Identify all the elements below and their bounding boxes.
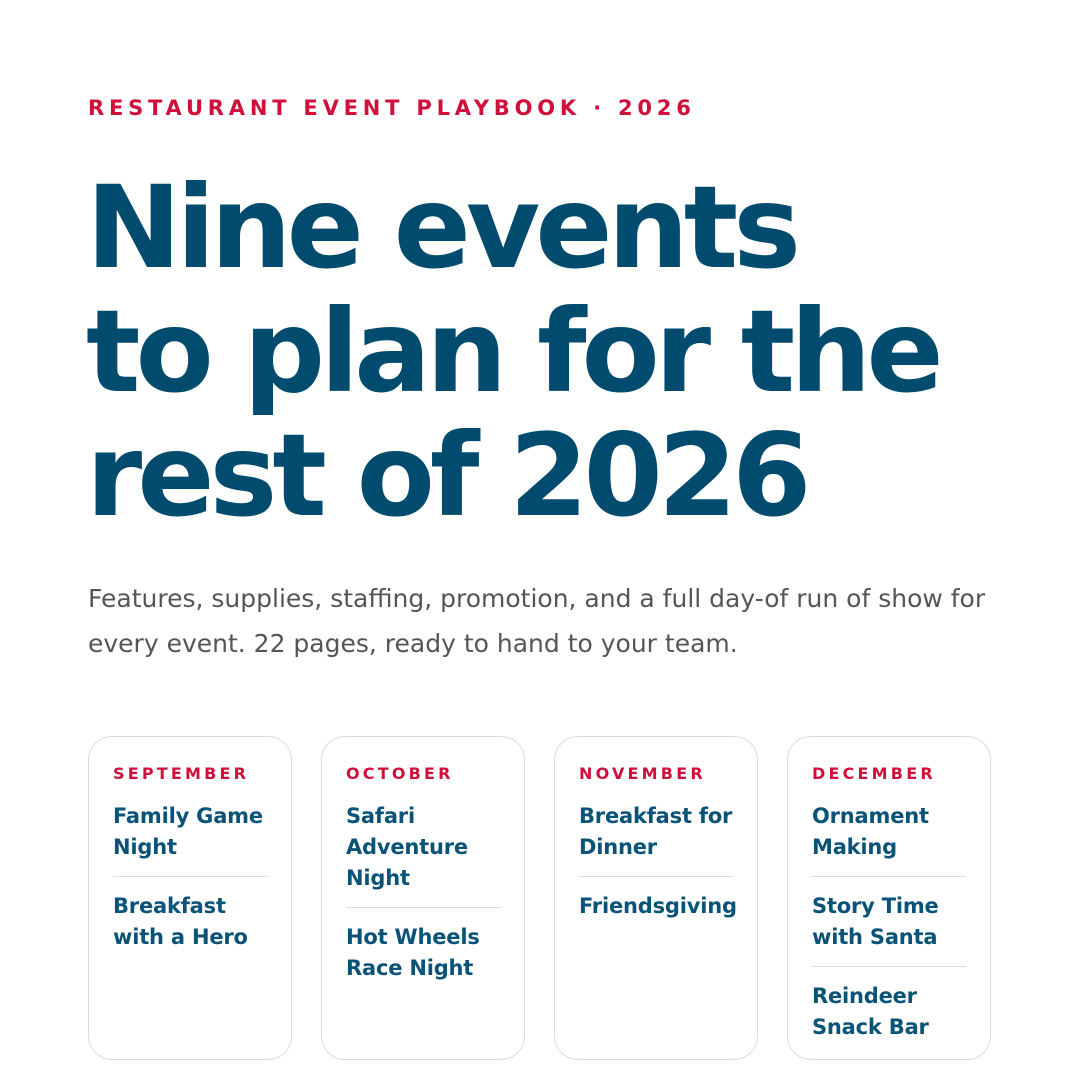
subtitle: Features, supplies, staffing, promotion, and a full day-of run of show for every event. 22 pages, ready to hand to your team.: [88, 584, 986, 658]
event-item: Story Time with Santa: [812, 876, 966, 966]
month-card-november: [554, 736, 758, 1060]
event-item: Ornament Making: [812, 804, 929, 859]
title-line-1: Nine events: [86, 161, 797, 294]
title-line-3: rest of 2026: [86, 409, 807, 542]
title-line-2: to plan for the: [86, 285, 939, 418]
month-card-october: [321, 736, 525, 1060]
event-item: Breakfast with a Hero: [113, 876, 267, 966]
event-item: Hot Wheels Race Night: [346, 907, 500, 997]
event-item: Reindeer Snack Bar: [812, 966, 966, 1056]
event-item: Safari Adventure Night: [346, 804, 468, 890]
page-title: [86, 161, 1046, 542]
month-card-september: [88, 736, 292, 1060]
month-label: OCTOBER: [346, 764, 454, 783]
month-cards: [88, 736, 991, 1060]
month-label: NOVEMBER: [579, 764, 706, 783]
event-item: Breakfast for Dinner: [579, 804, 733, 859]
event-item: Family Game Night: [113, 804, 263, 859]
event-item: Friendsgiving: [579, 876, 733, 935]
month-label: SEPTEMBER: [113, 764, 250, 783]
eyebrow-label: RESTAURANT EVENT PLAYBOOK · 2026: [88, 96, 696, 120]
month-label: DECEMBER: [812, 764, 936, 783]
month-card-december: [787, 736, 991, 1060]
